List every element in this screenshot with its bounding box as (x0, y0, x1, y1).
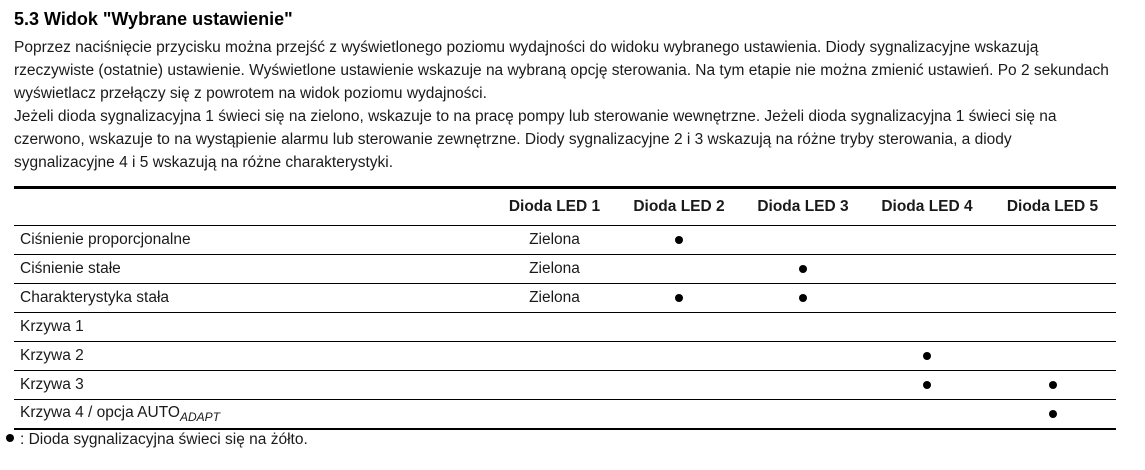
table-row (14, 400, 1116, 430)
table-row (14, 313, 1116, 342)
row-label: Ciśnienie proporcjonalne (14, 226, 492, 255)
yellow-indicator-dot-icon (923, 352, 931, 360)
yellow-indicator-dot-icon (799, 294, 807, 302)
row-label-subscript: ADAPT (179, 410, 220, 424)
legend-dot-icon (6, 434, 14, 442)
table-row (14, 342, 1116, 371)
table-header-row (14, 188, 1116, 226)
section-heading: 5.3 Widok "Wybrane ustawienie" (14, 9, 293, 29)
row-label (14, 400, 492, 430)
paragraph-led-description: Jeżeli dioda sygnalizacyjna 1 świeci się na zielono, wskazuje to na pracę pompy lub sterowanie wewnętrzne. Jeżeli dioda sygnalizacyjna 1 świeci się na czerwono, wskazuje to na wystąpienie alarmu lub sterowanie zewnętrzne. Diody sygnalizacyjne 2 i 3 wskazują na różne tryby sterowania, a diody sygnalizacyjne 4 i 5 wskazują na różne charakterystyki. (14, 108, 1057, 171)
row-label: Krzywa 2 (14, 342, 492, 371)
header-empty (14, 188, 492, 226)
table-row (14, 226, 1116, 255)
led-settings-table (14, 186, 1116, 430)
yellow-indicator-dot-icon (1049, 381, 1057, 389)
led1-value (492, 313, 617, 342)
header-led-2: Dioda LED 2 (633, 198, 725, 215)
row-label: Krzywa 3 (14, 371, 492, 400)
led1-value: Zielona (492, 284, 617, 313)
led1-value (492, 400, 617, 430)
led1-value: Zielona (492, 226, 617, 255)
header-led-3: Dioda LED 3 (757, 198, 849, 215)
yellow-indicator-dot-icon (675, 236, 683, 244)
header-led-1: Dioda LED 1 (508, 198, 601, 215)
paragraph-intro: Poprzez naciśnięcie przycisku można przejść z wyświetlonego poziomu wydajności do widoku wybranego ustawienia. Diody sygnalizacyjne wskazują rzeczywiste (ostatnie) ustawienie. Wyświetlone ustawienie wskazuje na wybraną opcję sterowania. Na tym etapie nie można zmienić ustawień. Po 2 sekundach wyświetlacz przełączy się z powrotem na widok poziomu wydajności. (14, 39, 1109, 102)
row-label: Charakterystyka stała (14, 284, 492, 313)
led1-value (492, 342, 617, 371)
yellow-indicator-dot-icon (675, 294, 683, 302)
yellow-indicator-dot-icon (1049, 410, 1057, 418)
row-label-text: Krzywa 4 / opcja AUTO (20, 404, 180, 421)
row-label: Krzywa 1 (14, 313, 492, 342)
legend-footnote (6, 430, 308, 450)
header-led-5: Dioda LED 5 (1006, 198, 1099, 215)
yellow-indicator-dot-icon (923, 381, 931, 389)
led1-value: Zielona (492, 255, 617, 284)
document-page (14, 6, 1116, 424)
header-led-4: Dioda LED 4 (881, 198, 973, 215)
table-row (14, 255, 1116, 284)
table-row (14, 284, 1116, 313)
yellow-indicator-dot-icon (799, 265, 807, 273)
row-label: Ciśnienie stałe (14, 255, 492, 284)
footnote-text: : Dioda sygnalizacyjna świeci się na żółto. (20, 431, 308, 448)
table-row (14, 371, 1116, 400)
led1-value (492, 371, 617, 400)
